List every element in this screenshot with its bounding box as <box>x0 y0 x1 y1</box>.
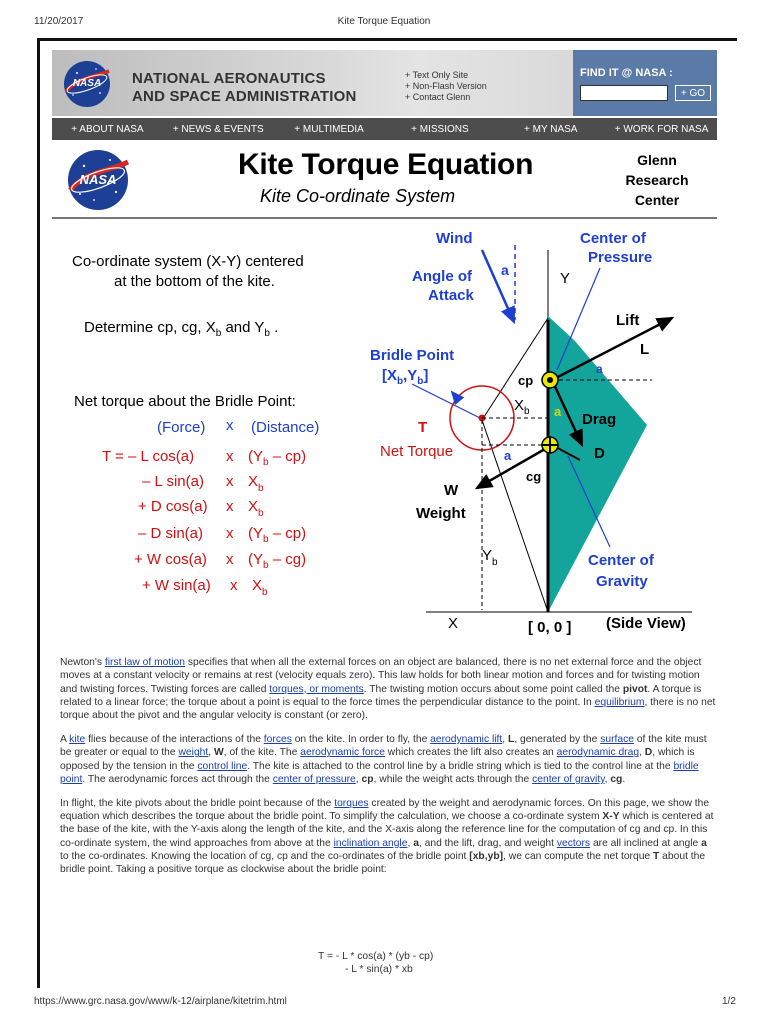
intro-line-1: Co-ordinate system (X-Y) centered <box>72 253 304 270</box>
side-view-label: (Side View) <box>606 615 686 632</box>
cp-label: cp <box>518 373 534 388</box>
text-run: are all inclined at angle <box>590 837 702 849</box>
wind-label: Wind <box>436 230 473 247</box>
inline-link[interactable]: forces <box>263 733 292 745</box>
inline-link[interactable]: weight <box>178 747 209 759</box>
text-run: , <box>639 747 645 759</box>
paragraph <box>60 733 716 786</box>
text-run: of the kite must be greater or equal to the <box>60 733 707 759</box>
kite-torque-diagram <box>52 220 717 650</box>
net-torque-heading: Net torque about the Bridle Point: <box>74 393 296 410</box>
text-run: to the co-ordinates. Knowing the location of cg, cp and the co-ordinates of the bridle point <box>60 850 470 862</box>
svg-text:Xb: $X_b$ <box>248 498 264 519</box>
equation-text-line: - L * sin(a) * xb <box>345 964 413 976</box>
text-run: Newton's <box>60 657 105 668</box>
inline-link[interactable]: torques, or moments <box>269 683 364 695</box>
nav-missions[interactable]: + MISSIONS <box>411 123 469 135</box>
paragraph <box>60 797 716 877</box>
inline-link[interactable]: center of pressure <box>272 773 356 785</box>
paragraph <box>60 656 716 722</box>
bold-term: D <box>644 747 653 759</box>
text-run: . <box>622 773 626 785</box>
text-run: , we can compute the net torque <box>503 850 654 862</box>
weight-w-label: W <box>444 482 459 499</box>
text-run: about the bridle point. Taking a positive torque as clockwise about the bridle point: <box>60 850 706 876</box>
bold-term: cg <box>610 773 623 785</box>
text-run: which is centered at the base of the kite, with the Y-axis along the length of the kite, and the X-axis along the reference line for the computation of cg and cp. In this co-ordinate system, the wind approaches from above at the <box>60 810 714 849</box>
page-title: Kite Torque Equation <box>238 148 534 181</box>
svg-text:(Yb – cg): $(Y_b - cg)$ <box>248 551 307 571</box>
svg-text:(Yb – cp): $(Y_b - cp)$ <box>248 448 307 468</box>
text-run: , which is opposed by the tension in the <box>60 747 695 772</box>
page-frame-top <box>37 38 737 41</box>
equation-line: + W cos(a) <box>134 551 207 568</box>
text-run: , <box>407 837 414 849</box>
bold-term: L <box>508 733 515 745</box>
svg-text:x: x <box>226 448 234 465</box>
torque-t-label: T <box>418 419 428 436</box>
nav-work-for-nasa[interactable]: + WORK FOR NASA <box>614 123 709 135</box>
main-nav <box>52 118 717 140</box>
inline-link[interactable]: inclination angle <box>333 837 408 849</box>
torque-equation-text <box>60 950 660 977</box>
drag-label: Drag <box>582 411 617 428</box>
cg-label: cg <box>526 469 542 484</box>
equation-line: + W sin(a) <box>142 577 211 594</box>
header-divider <box>52 217 717 219</box>
nav-about-nasa[interactable]: + ABOUT NASA <box>71 123 144 135</box>
svg-text:x: x <box>230 577 238 594</box>
force-label: (Force) <box>157 419 206 436</box>
center-of-pressure-label-2: Pressure <box>588 249 653 266</box>
text-run: . The kite is attached to the control line by a bridle string which is tied to the control line at the <box>247 760 674 772</box>
text-run: , of the kite. The <box>223 747 301 759</box>
text-run: , <box>355 773 362 785</box>
yb-label: $Y_b$ <box>482 547 498 568</box>
banner-links <box>405 70 487 103</box>
inline-link[interactable]: equilibrium <box>594 696 645 708</box>
angle-a-label: a <box>554 404 562 419</box>
equation-line: – L sin(a) <box>142 473 204 490</box>
bold-term: X-Y <box>602 810 620 822</box>
times-sign: x <box>226 417 234 434</box>
equation-line: + D cos(a) <box>138 498 208 515</box>
svg-text:x: x <box>226 498 234 515</box>
equation-line: T = – L cos(a) <box>102 448 195 465</box>
page-subtitle: Kite Co-ordinate System <box>260 186 456 206</box>
text-run: , and the lift, drag, and weight <box>418 837 557 849</box>
y-axis-label: Y <box>560 270 571 287</box>
x-axis-label: X <box>448 615 459 632</box>
glenn-research-center: Glenn Research Center <box>625 152 689 208</box>
intro-line-2: at the bottom of the kite. <box>114 273 275 290</box>
distance-label: (Distance) <box>251 419 320 436</box>
center-of-pressure-label-1: Center of <box>580 230 646 247</box>
net-torque-label: Net Torque <box>380 443 454 460</box>
text-run: , there is no net torque about the pivot and the angular velocity is constant (or zero). <box>60 696 716 722</box>
text-run: . The twisting motion occurs about some point called the <box>363 683 623 695</box>
angle-of-label: Angle of <box>412 268 472 285</box>
text-run: which creates the lift also creates an <box>384 747 557 759</box>
text-run: . The aerodynamic forces act through the <box>82 773 273 785</box>
inline-link[interactable]: center of gravity <box>532 773 605 785</box>
nasa-logo-text: NASA <box>79 172 117 187</box>
nasa-title: NATIONAL AERONAUTICS AND SPACE ADMINISTRATION <box>132 70 357 105</box>
bold-term: [xb,yb] <box>469 850 504 862</box>
svg-text:x: x <box>226 551 234 568</box>
nav-my-nasa[interactable]: + MY NASA <box>524 123 578 135</box>
bold-term: W <box>214 747 224 759</box>
text-run: , while the weight acts through the <box>373 773 533 785</box>
text-run: created by the weight and aerodynamic forces. On this page, we show the equation which describes the torque about the bridle point. To simplify the calculation, we choose a co-ordinate system <box>60 797 710 822</box>
inline-link[interactable]: torques <box>334 797 369 809</box>
print-title: Kite Torque Equation <box>337 16 431 27</box>
text-run: on the kite. In order to fly, the <box>291 733 431 745</box>
inline-link[interactable]: kite <box>69 733 86 745</box>
nav-news-events[interactable]: + NEWS & EVENTS <box>172 123 264 135</box>
search-input[interactable] <box>580 85 668 101</box>
origin-label: [ 0, 0 ] <box>528 619 572 636</box>
text-run: , <box>208 747 214 759</box>
text-run: . A torque is related to a linear force; the torque about a point is equal to the force times the perpendicular distance to the point. In <box>60 683 702 708</box>
text-run: flies because of the interactions of the <box>85 733 264 745</box>
angle-a-label: a <box>501 262 509 278</box>
svg-text:x: x <box>226 525 234 542</box>
inline-link[interactable]: control line <box>197 760 248 772</box>
inline-link[interactable]: vectors <box>556 837 591 849</box>
article-body <box>60 656 716 887</box>
print-page-number: 1/2 <box>722 996 736 1007</box>
svg-text:Xb: $X_b$ <box>252 577 268 598</box>
bold-term: a <box>701 837 707 849</box>
bold-term: pivot <box>622 683 648 695</box>
svg-text:Xb: $X_b$ <box>248 473 264 494</box>
inline-link[interactable]: aerodynamic force <box>300 747 385 759</box>
xb-label: $X_b$ <box>514 397 530 417</box>
determine-line <box>84 319 278 339</box>
torque-direction-arrow <box>452 392 457 398</box>
angle-a-label: a <box>596 362 603 376</box>
find-it-label: FIND IT @ NASA : <box>580 67 673 79</box>
text-run: A <box>60 733 70 745</box>
text-only-link[interactable]: + Text Only Site <box>405 70 469 80</box>
print-url: https://www.grc.nasa.gov/www/k-12/airplane/kitetrim.html <box>34 996 287 1007</box>
page-frame-left <box>37 38 40 988</box>
svg-text:x: x <box>226 473 234 490</box>
weight-label: Weight <box>416 505 466 522</box>
lift-l-label: L <box>640 341 650 358</box>
svg-text:Determine cp, cg, Xb and Yb .: Determine cp, cg, $X_b$ and $Y_b$ . <box>84 319 279 339</box>
find-it-panel <box>573 50 717 116</box>
inline-link[interactable]: aerodynamic drag <box>556 747 640 759</box>
angle-a-label: a <box>504 448 512 463</box>
text-run: , <box>502 733 509 745</box>
wind-arrow <box>482 250 514 322</box>
contact-glenn-link[interactable]: + Contact Glenn <box>405 92 471 102</box>
equation-line: – D sin(a) <box>138 525 204 542</box>
bold-term: a <box>413 837 419 849</box>
cp-marker-dot <box>547 377 553 383</box>
inline-link[interactable]: aerodynamic lift <box>430 733 503 745</box>
center-of-gravity-label-1: Center of <box>588 552 654 569</box>
bold-term: cp <box>361 773 374 785</box>
inline-link[interactable]: bridle point <box>60 760 699 785</box>
text-run: , <box>604 773 611 785</box>
lift-label: Lift <box>616 312 640 329</box>
text-run: specifies that when all the external forces on an object are balanced, there is no net external force and the object moves at a constant velocity or remains at rest (velocity equals zero). This law holds for both linear motion and forces and for twisting motion and twisting forces. Twisting forces are called <box>60 657 702 695</box>
bridle-coords-label: $[X_b,Y_b]$ <box>382 367 429 387</box>
center-of-gravity-label-2: Gravity <box>596 573 648 590</box>
go-button[interactable]: + GO <box>675 85 711 101</box>
attack-label: Attack <box>428 287 474 304</box>
inline-link[interactable]: surface <box>600 733 634 745</box>
nasa-logo-text: NASA <box>72 78 102 89</box>
inline-link[interactable]: first law of motion <box>104 657 186 668</box>
nav-multimedia[interactable]: + MULTIMEDIA <box>294 123 364 135</box>
text-run: In flight, the kite pivots about the bridle point because of the <box>60 797 335 809</box>
non-flash-link[interactable]: + Non-Flash Version <box>405 81 487 91</box>
drag-d-label: D <box>594 445 605 462</box>
print-date: 11/20/2017 <box>34 16 84 27</box>
bold-term: T <box>653 850 660 862</box>
svg-text:(Yb – cp): $(Y_b - cp)$ <box>248 525 307 545</box>
text-run: , generated by the <box>514 733 601 745</box>
bridle-point-label: Bridle Point <box>370 347 455 364</box>
torque-equation <box>102 448 306 598</box>
equation-text-line: T = - L * cos(a) * (yb - cp) <box>318 951 434 962</box>
